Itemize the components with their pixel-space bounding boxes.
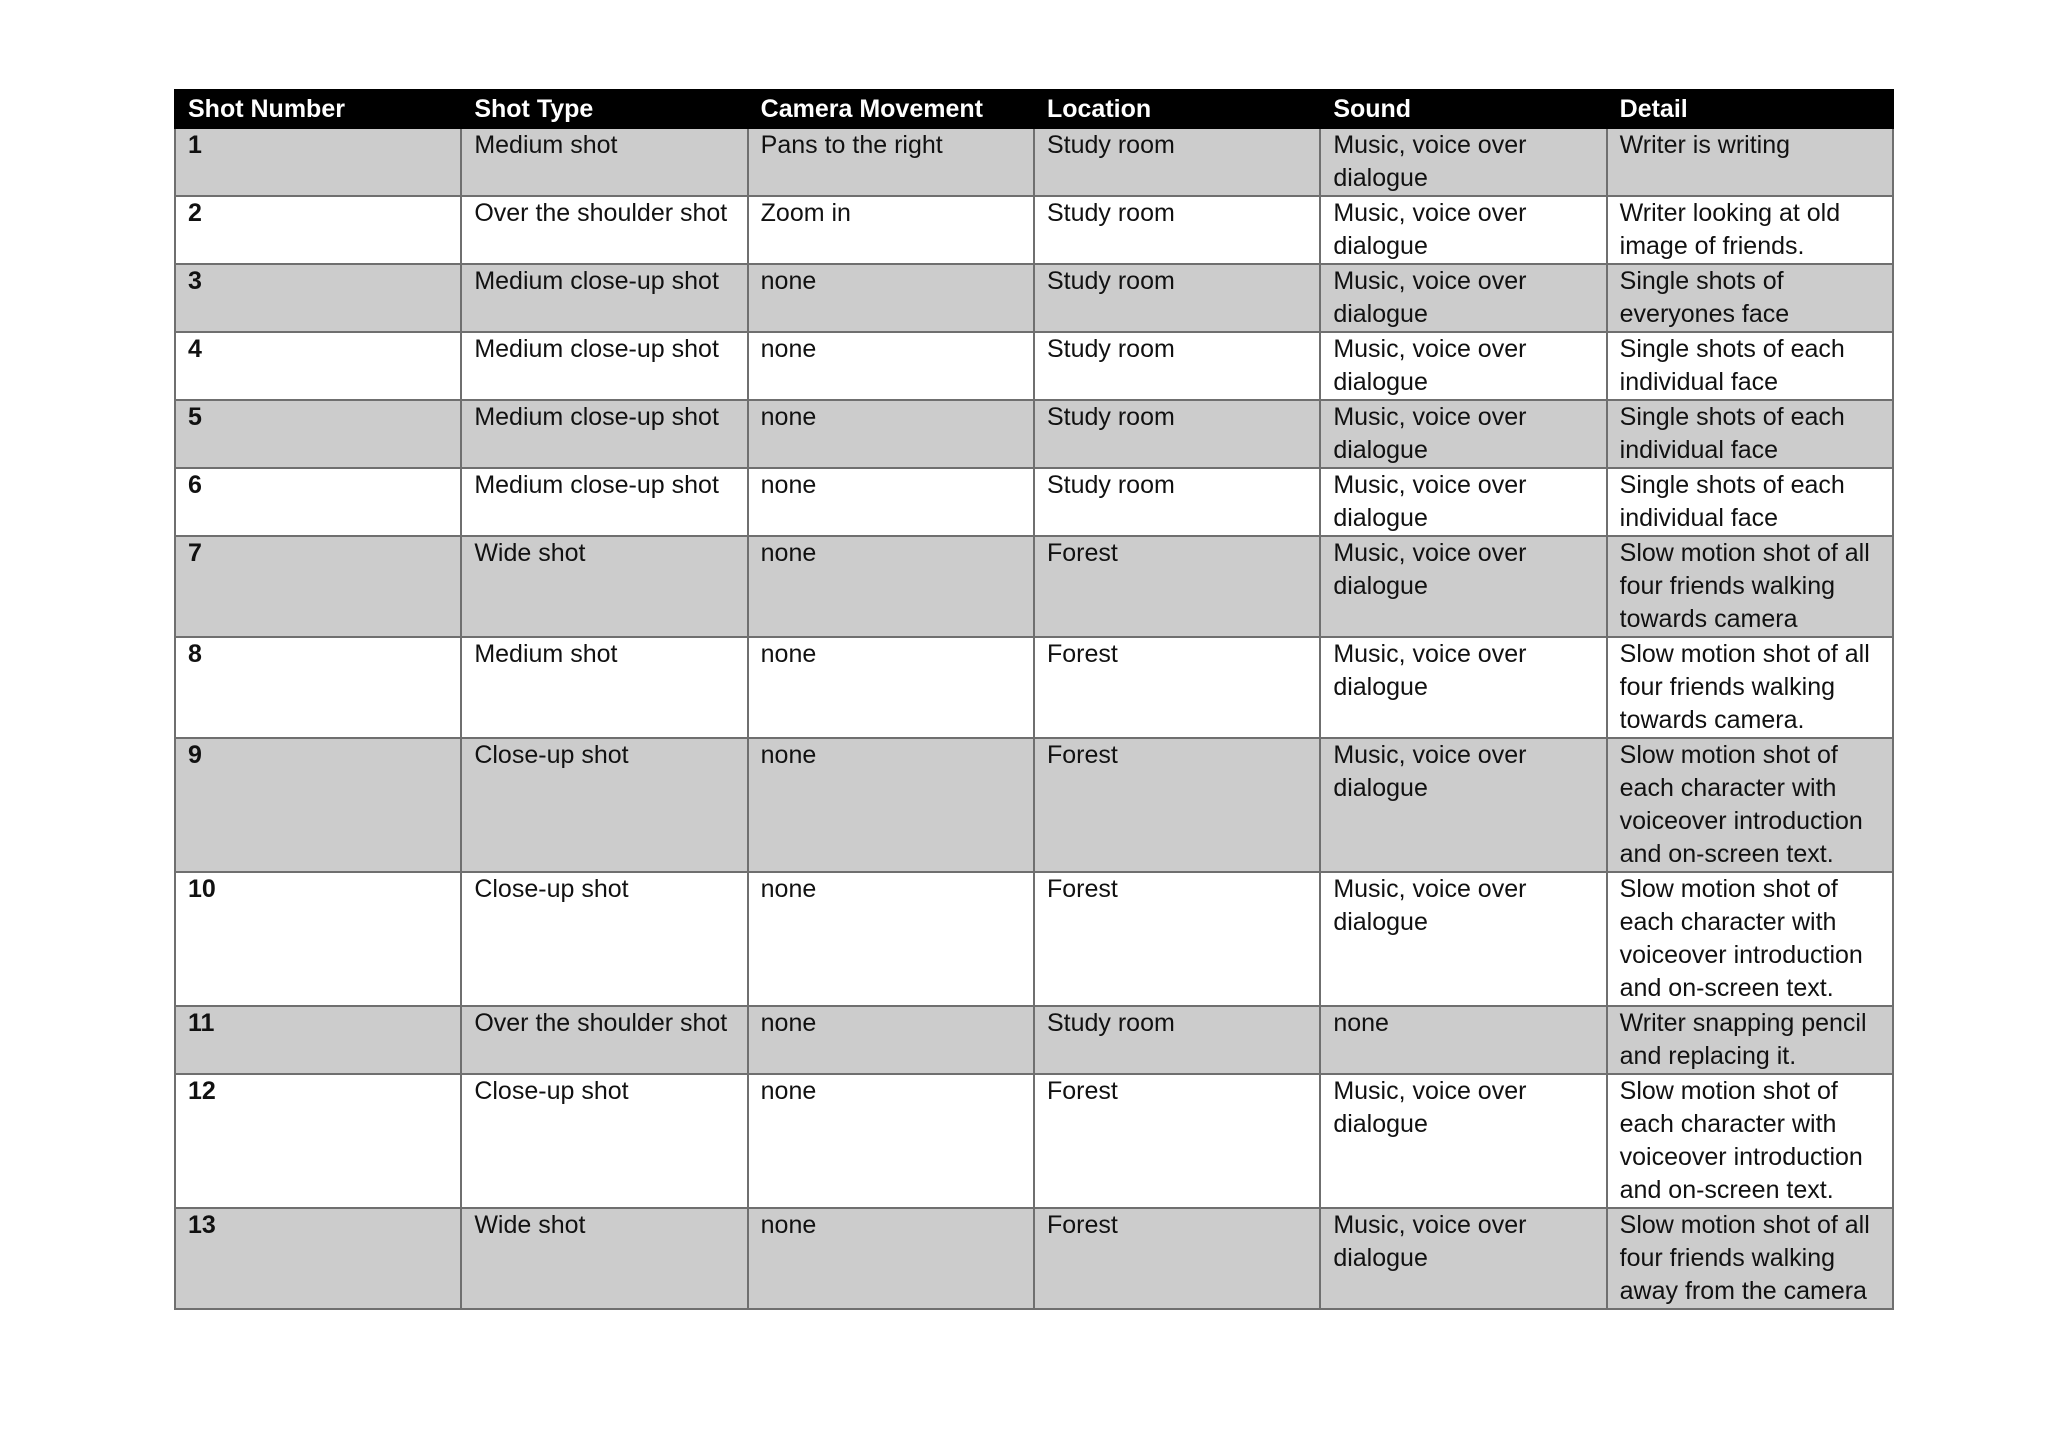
table-row bbox=[175, 637, 1893, 738]
cell-shot-number: 7 bbox=[175, 536, 461, 637]
cell-location: Study room bbox=[1034, 468, 1320, 536]
cell-shot-number: 10 bbox=[175, 872, 461, 1006]
table-row bbox=[175, 128, 1893, 196]
cell-camera-movement: none bbox=[748, 400, 1034, 468]
cell-detail: Single shots of each individual face bbox=[1607, 332, 1893, 400]
cell-detail: Slow motion shot of each character with voiceover introduction and on-screen text. bbox=[1607, 738, 1893, 872]
cell-sound: Music, voice over dialogue bbox=[1320, 738, 1606, 872]
cell-shot-type: Medium close-up shot bbox=[461, 264, 747, 332]
cell-detail: Slow motion shot of all four friends walking towards camera bbox=[1607, 536, 1893, 637]
cell-shot-type: Over the shoulder shot bbox=[461, 196, 747, 264]
cell-camera-movement: Zoom in bbox=[748, 196, 1034, 264]
cell-detail: Single shots of everyones face bbox=[1607, 264, 1893, 332]
cell-sound: none bbox=[1320, 1006, 1606, 1074]
header-shot-type: Shot Type bbox=[461, 90, 747, 128]
cell-camera-movement: none bbox=[748, 1074, 1034, 1208]
cell-location: Study room bbox=[1034, 196, 1320, 264]
table-row bbox=[175, 1006, 1893, 1074]
cell-camera-movement: none bbox=[748, 1208, 1034, 1309]
table-row bbox=[175, 738, 1893, 872]
header-sound: Sound bbox=[1320, 90, 1606, 128]
cell-camera-movement: Pans to the right bbox=[748, 128, 1034, 196]
cell-sound: Music, voice over dialogue bbox=[1320, 400, 1606, 468]
cell-shot-number: 12 bbox=[175, 1074, 461, 1208]
cell-shot-number: 13 bbox=[175, 1208, 461, 1309]
cell-shot-type: Medium close-up shot bbox=[461, 332, 747, 400]
table-row bbox=[175, 400, 1893, 468]
cell-sound: Music, voice over dialogue bbox=[1320, 332, 1606, 400]
cell-sound: Music, voice over dialogue bbox=[1320, 1074, 1606, 1208]
cell-sound: Music, voice over dialogue bbox=[1320, 128, 1606, 196]
cell-camera-movement: none bbox=[748, 872, 1034, 1006]
cell-shot-number: 6 bbox=[175, 468, 461, 536]
cell-shot-number: 3 bbox=[175, 264, 461, 332]
cell-camera-movement: none bbox=[748, 468, 1034, 536]
cell-detail: Slow motion shot of all four friends walking towards camera. bbox=[1607, 637, 1893, 738]
table-row bbox=[175, 332, 1893, 400]
header-shot-number: Shot Number bbox=[175, 90, 461, 128]
cell-sound: Music, voice over dialogue bbox=[1320, 264, 1606, 332]
table-header-row bbox=[175, 90, 1893, 128]
cell-location: Forest bbox=[1034, 536, 1320, 637]
table-row bbox=[175, 536, 1893, 637]
cell-detail: Writer is writing bbox=[1607, 128, 1893, 196]
cell-detail: Slow motion shot of all four friends walking away from the camera bbox=[1607, 1208, 1893, 1309]
cell-location: Forest bbox=[1034, 637, 1320, 738]
cell-detail: Slow motion shot of each character with voiceover introduction and on-screen text. bbox=[1607, 872, 1893, 1006]
cell-shot-type: Wide shot bbox=[461, 536, 747, 637]
cell-sound: Music, voice over dialogue bbox=[1320, 872, 1606, 1006]
table-row bbox=[175, 196, 1893, 264]
cell-shot-type: Over the shoulder shot bbox=[461, 1006, 747, 1074]
table-row bbox=[175, 468, 1893, 536]
cell-shot-type: Medium close-up shot bbox=[461, 468, 747, 536]
cell-detail: Single shots of each individual face bbox=[1607, 468, 1893, 536]
cell-sound: Music, voice over dialogue bbox=[1320, 196, 1606, 264]
cell-sound: Music, voice over dialogue bbox=[1320, 637, 1606, 738]
header-detail: Detail bbox=[1607, 90, 1893, 128]
cell-location: Study room bbox=[1034, 400, 1320, 468]
cell-shot-type: Close-up shot bbox=[461, 872, 747, 1006]
cell-camera-movement: none bbox=[748, 332, 1034, 400]
cell-shot-number: 4 bbox=[175, 332, 461, 400]
cell-shot-number: 9 bbox=[175, 738, 461, 872]
cell-detail: Slow motion shot of each character with voiceover introduction and on-screen text. bbox=[1607, 1074, 1893, 1208]
header-location: Location bbox=[1034, 90, 1320, 128]
cell-shot-number: 1 bbox=[175, 128, 461, 196]
cell-sound: Music, voice over dialogue bbox=[1320, 1208, 1606, 1309]
cell-camera-movement: none bbox=[748, 1006, 1034, 1074]
table-row bbox=[175, 872, 1893, 1006]
cell-camera-movement: none bbox=[748, 637, 1034, 738]
cell-sound: Music, voice over dialogue bbox=[1320, 468, 1606, 536]
table-row bbox=[175, 1208, 1893, 1309]
cell-camera-movement: none bbox=[748, 536, 1034, 637]
cell-shot-number: 11 bbox=[175, 1006, 461, 1074]
cell-camera-movement: none bbox=[748, 264, 1034, 332]
table-row bbox=[175, 264, 1893, 332]
cell-location: Study room bbox=[1034, 1006, 1320, 1074]
cell-location: Forest bbox=[1034, 1208, 1320, 1309]
cell-camera-movement: none bbox=[748, 738, 1034, 872]
cell-sound: Music, voice over dialogue bbox=[1320, 536, 1606, 637]
cell-shot-type: Medium close-up shot bbox=[461, 400, 747, 468]
cell-location: Study room bbox=[1034, 264, 1320, 332]
cell-shot-number: 8 bbox=[175, 637, 461, 738]
cell-shot-type: Close-up shot bbox=[461, 1074, 747, 1208]
cell-detail: Single shots of each individual face bbox=[1607, 400, 1893, 468]
cell-shot-type: Wide shot bbox=[461, 1208, 747, 1309]
cell-shot-type: Medium shot bbox=[461, 637, 747, 738]
cell-shot-number: 2 bbox=[175, 196, 461, 264]
header-camera-movement: Camera Movement bbox=[748, 90, 1034, 128]
cell-detail: Writer looking at old image of friends. bbox=[1607, 196, 1893, 264]
cell-location: Forest bbox=[1034, 872, 1320, 1006]
cell-shot-type: Medium shot bbox=[461, 128, 747, 196]
cell-location: Study room bbox=[1034, 332, 1320, 400]
cell-location: Forest bbox=[1034, 1074, 1320, 1208]
cell-detail: Writer snapping pencil and replacing it. bbox=[1607, 1006, 1893, 1074]
cell-location: Forest bbox=[1034, 738, 1320, 872]
shot-list-table bbox=[174, 89, 1894, 1310]
cell-shot-number: 5 bbox=[175, 400, 461, 468]
cell-location: Study room bbox=[1034, 128, 1320, 196]
table-row bbox=[175, 1074, 1893, 1208]
cell-shot-type: Close-up shot bbox=[461, 738, 747, 872]
